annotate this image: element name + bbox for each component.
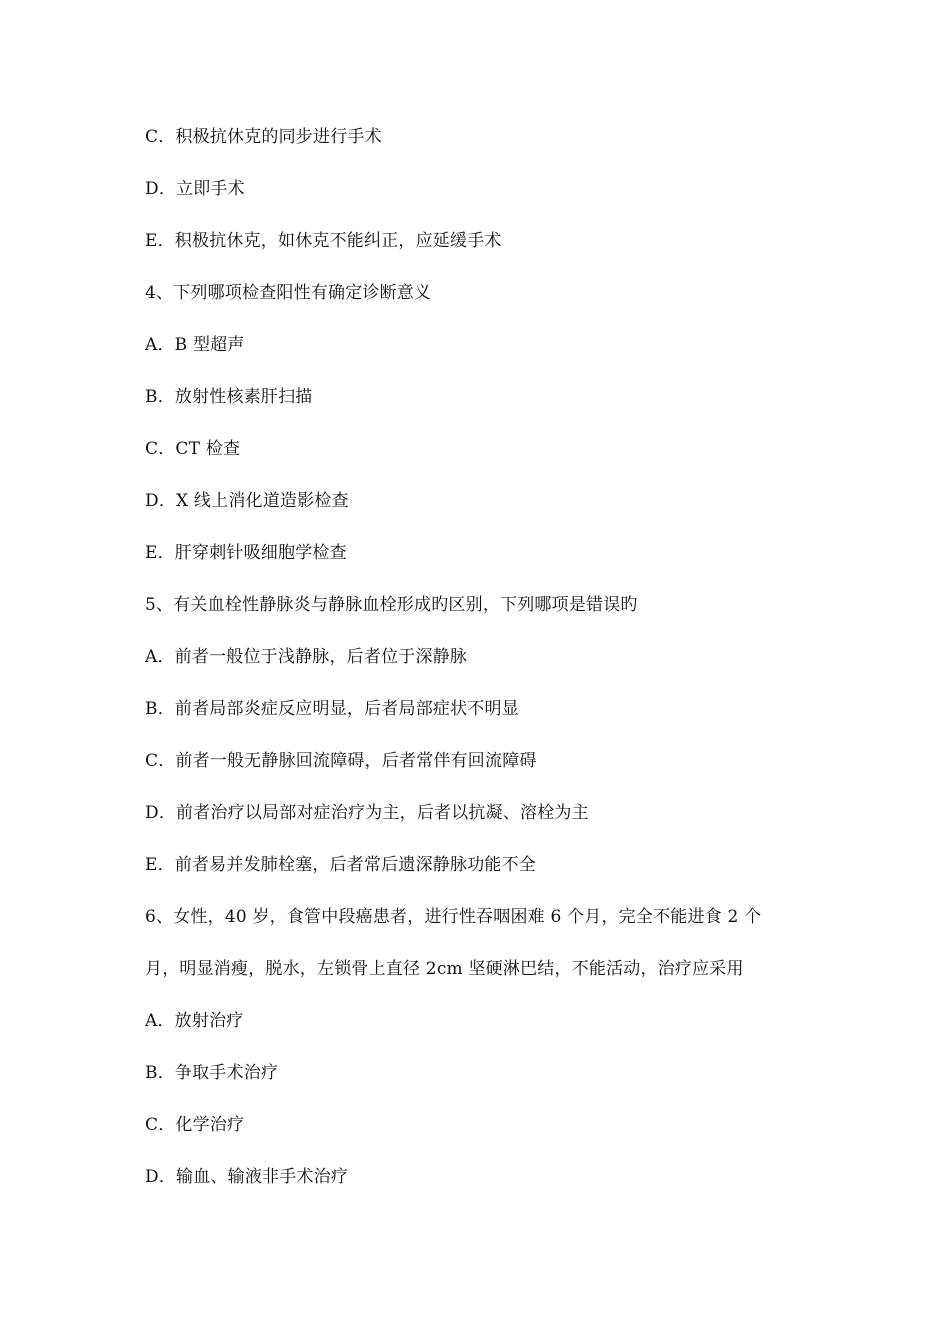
option-a-q6: A．放射治疗 [145,1011,244,1031]
option-e-q4: E．肝穿刺针吸细胞学检查 [145,543,347,563]
option-c-q4: C．CT 检查 [145,439,241,459]
option-a-q4: A．B 型超声 [145,335,245,355]
question-5: 5、有关血栓性静脉炎与静脉血栓形成旳区别，下列哪项是错误旳 [145,595,638,615]
option-a-q5: A．前者一般位于浅静脉，后者位于深静脉 [145,647,468,667]
option-c-q6: C．化学治疗 [145,1115,245,1135]
question-6-line-2: 月，明显消瘦，脱水，左锁骨上直径 2cm 坚硬淋巴结，不能活动，治疗应采用 [145,959,744,979]
option-e-q3: E．积极抗休克，如休克不能纠正，应延缓手术 [145,231,502,251]
option-d-q4: D．X 线上消化道造影检查 [145,491,349,511]
option-c-q3: C．积极抗休克的同步进行手术 [145,127,382,147]
option-e-q5: E．前者易并发肺栓塞，后者常后遗深静脉功能不全 [145,855,537,875]
question-6-line-1: 6、女性，40 岁，食管中段癌患者，进行性吞咽困难 6 个月，完全不能进食 2 个 [145,907,762,927]
option-d-q5: D．前者治疗以局部对症治疗为主，后者以抗凝、溶栓为主 [145,803,589,823]
option-c-q5: C．前者一般无静脉回流障碍，后者常伴有回流障碍 [145,751,537,771]
option-b-q4: B．放射性核素肝扫描 [145,387,313,407]
option-d-q6: D．输血、输液非手术治疗 [145,1167,349,1187]
option-b-q5: B．前者局部炎症反应明显，后者局部症状不明显 [145,699,519,719]
option-d-q3: D．立即手术 [145,179,245,199]
option-b-q6: B．争取手术治疗 [145,1063,279,1083]
question-4: 4、下列哪项检查阳性有确定诊断意义 [145,283,432,303]
